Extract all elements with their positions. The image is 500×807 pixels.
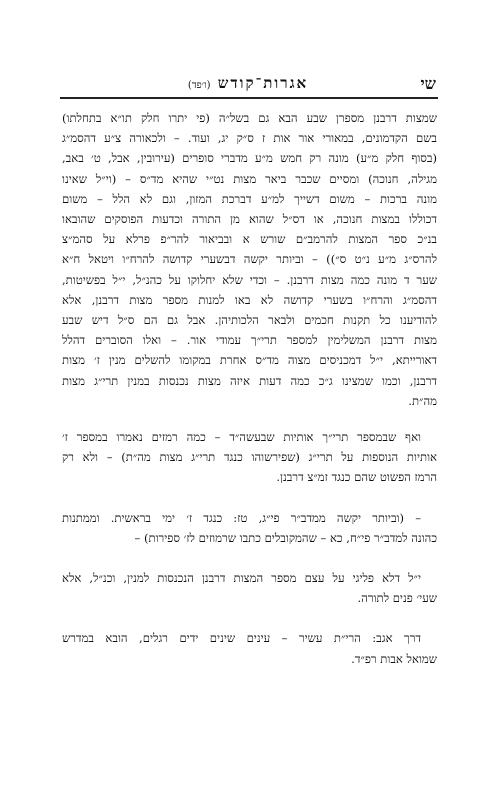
body-text [62,108,437,689]
text-line: דרבנן, וכמו שמצינו ג״כ כמה דעות איזה מצות נכנסות במנין תרי״ג מצות [62,373,437,388]
text-line: הרמז הפשוט שהם כנגד זמ״צ דרבנן. [276,470,437,485]
book-title-note: (ו׳פד) [187,80,211,91]
page-number: שי [420,74,436,93]
text-line: שער ד מונה כמה מצות דרבנן. – וכדי שלא יחלוקו על כהנ״ל, י״ל בפשיטות, [62,272,437,287]
text-line: מונה ברכות – משום דשייך למ״ע דברכת המזון, וגם לא הלל – משום [62,191,437,206]
text-line: דאורייתא, י״ל דמכניסים מצוה מד״ס אחרת במקומו להשלים מנין ז׳ מצות [62,353,437,368]
text-line: מצות דרבנן המשלימין למספר תרי״ך עמודי אור. – ואלו הסוברים דהלל [62,333,437,348]
text-line: דרך אגב: הרי״ת עשיר – עינים שינים ידים רגלים, הובא במדרש [62,631,421,646]
text-line: ואף שבמספר תרי״ך אותיות שבעשה״ד – כמה רמזים נאמרו במספר ז׳ [62,430,421,445]
text-line: להודיענו כל תקנות חכמים ולבאר הלכותיהן. אבל גם הם ס״ל דיש שבע [62,313,437,328]
paragraph [62,508,437,548]
text-line: מגילה, חנוכה) ומסיים שכבר ביאר מצות נט״י שהיא מד״ס – (וי״ל שאינו [62,171,437,186]
text-line: י״ל דלא פליגי על עצם מספר המצות דרבנן הנכנסות למנין, וכנ״ל, אלא [62,571,421,586]
text-line: כהונה למדב״ר פי״ח, כא – שהמקובלים כתבו שרמוזים לז׳ ספירות) – [134,530,437,545]
running-header [60,74,436,96]
text-line: שעי׳ פנים לתורה. [357,591,437,606]
text-line: דכוללו במצות חנוכה, או דס״ל שהוא מן התורה וכדעות הפוסקים שהובאו [62,212,437,227]
text-line: דהסמ״ג והרח״ו בשערי קדושה לא באו למנות מספר מצות דרבנן, אלא [62,292,437,307]
text-line: בנ״כ ספר המצות להרמב״ם שורש א ובביאור להר״פ פרלא על סהמ״צ [62,232,437,247]
text-line: להרס״ג מ״ע נ״ט ס״)) – וביותר יקשה דבשערי קדושה להרח״ו ויטאל ח״א [62,252,437,267]
text-line: שמואל אבות רפ״ד. [351,651,437,666]
text-line: אותיות הנוספות על תרי״ג (שפירשוהו כנגד תרי״ג מצות מה״ת) – ולא רק [62,450,437,465]
text-line: מה״ת. [408,393,437,408]
paragraph [62,427,437,488]
header-rule [60,97,438,99]
text-line: (בסוף חלק מ״ע) מונה רק חמש מ״ע מדברי סופרים (עירובין, אבל, ט׳ באב, [62,151,437,166]
text-line: בשם הקדמונים, במאורי אור אות ז ס״ק יג, ועוד. – ולכאורה צ״ע דהסמ״ג [62,131,437,146]
text-line: – (וביותר יקשה ממדב״ר פי״ג, טז: כנגד ז׳ ימי בראשית. וממתנות [62,510,421,525]
book-title [188,74,308,93]
book-title-text: אגרות־קודש [217,74,309,92]
paragraph [62,628,437,668]
paragraph [62,568,437,608]
text-line: שמצות דרבנן מספרן שבע הבא גם בשל״ה (פי יתרו חלק תו״א בתחלתו) [62,111,437,125]
paragraph [62,108,437,411]
